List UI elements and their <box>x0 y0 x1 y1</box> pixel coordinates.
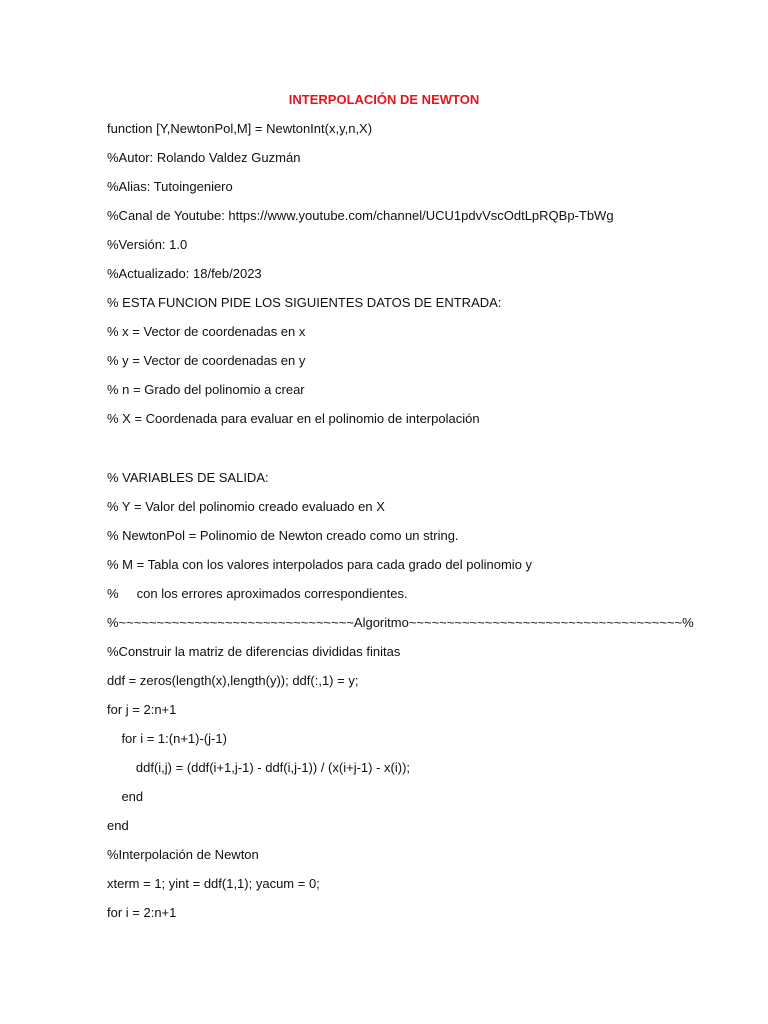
code-line: %Canal de Youtube: https://www.youtube.com/channel/UCU1pdvVscOdtLpRQBp-TbWg <box>107 208 614 223</box>
code-line: % M = Tabla con los valores interpolados para cada grado del polinomio y <box>107 557 533 572</box>
code-listing <box>107 0 747 1024</box>
code-line: %Interpolación de Newton <box>107 847 259 862</box>
code-line: % ESTA FUNCION PIDE LOS SIGUIENTES DATOS DE ENTRADA: <box>107 295 502 310</box>
code-line: % con los errores aproximados correspondientes. <box>107 586 408 601</box>
code-line: % VARIABLES DE SALIDA: <box>107 470 269 485</box>
code-line: % x = Vector de coordenadas en x <box>107 324 306 339</box>
code-line: xterm = 1; yint = ddf(1,1); yacum = 0; <box>107 876 320 891</box>
code-line: %~~~~~~~~~~~~~~~~~~~~~~~~~~~~~~~Algoritmo~~~~~~~~~~~~~~~~~~~~~~~~~~~~~~~~~~~~% <box>107 615 694 630</box>
code-line: ddf = zeros(length(x),length(y)); ddf(:,1) = y; <box>107 673 359 688</box>
code-line: %Alias: Tutoingeniero <box>107 179 233 194</box>
code-line: %Construir la matriz de diferencias divididas finitas <box>107 644 401 659</box>
code-line: %Actualizado: 18/feb/2023 <box>107 266 262 281</box>
code-line: % Y = Valor del polinomio creado evaluado en X <box>107 499 385 514</box>
code-line: % n = Grado del polinomio a crear <box>107 382 305 397</box>
code-line: % X = Coordenada para evaluar en el polinomio de interpolación <box>107 411 480 426</box>
code-line: for j = 2:n+1 <box>107 702 177 717</box>
code-line: function [Y,NewtonPol,M] = NewtonInt(x,y,n,X) <box>107 121 373 136</box>
code-line: ddf(i,j) = (ddf(i+1,j-1) - ddf(i,j-1)) / (x(i+j-1) - x(i)); <box>107 760 411 775</box>
code-line: end <box>107 818 129 833</box>
code-line: end <box>107 789 144 804</box>
code-line: % NewtonPol = Polinomio de Newton creado como un string. <box>107 528 459 543</box>
code-line: for i = 1:(n+1)-(j-1) <box>107 731 227 746</box>
code-line: for i = 2:n+1 <box>107 905 177 920</box>
code-line: %Versión: 1.0 <box>107 237 188 252</box>
code-line: %Autor: Rolando Valdez Guzmán <box>107 150 301 165</box>
document-title: INTERPOLACIÓN DE NEWTON <box>288 92 480 107</box>
code-line: % y = Vector de coordenadas en y <box>107 353 306 368</box>
